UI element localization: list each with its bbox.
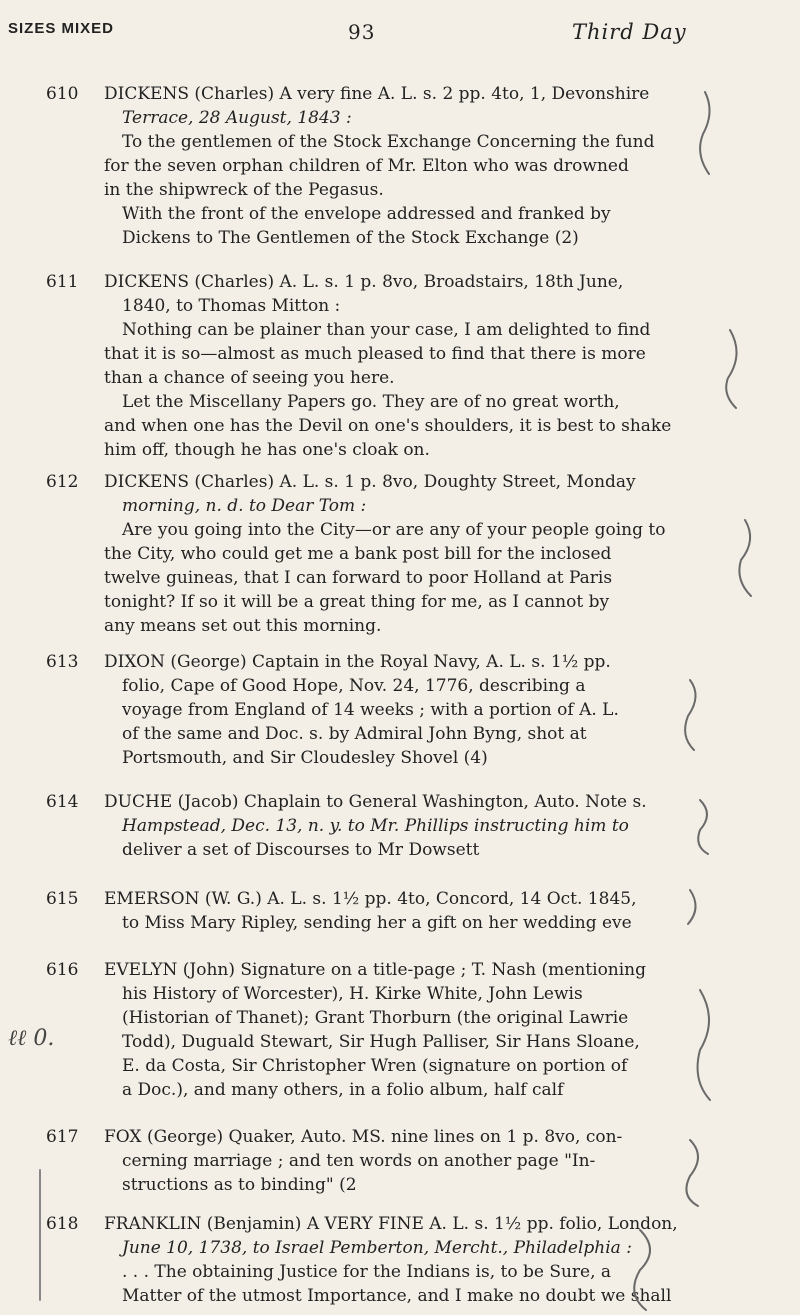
lot-line: to Miss Mary Ripley, sending her a gift on her wedding eve <box>122 913 632 933</box>
lot-line: Hampstead, Dec. 13, n. y. to Mr. Phillips instructing him to <box>122 816 629 836</box>
lot-line: Are you going into the City—or are any of your people going to <box>122 520 666 540</box>
lot-line: DUCHE (Jacob) Chaplain to General Washington, Auto. Note s. <box>104 792 647 812</box>
pencil-annotation: ℓℓ 0. <box>8 1026 55 1051</box>
lot-line: (Historian of Thanet); Grant Thorburn (the original Lawrie <box>122 1008 629 1028</box>
lot-line: twelve guineas, that I can forward to poor Holland at Paris <box>104 568 613 588</box>
lot-line: folio, Cape of Good Hope, Nov. 24, 1776, describing a <box>122 676 586 696</box>
lot-line: Terrace, 28 August, 1843 : <box>122 108 352 128</box>
lot-line: Let the Miscellany Papers go. They are of no great worth, <box>122 392 620 412</box>
lot-number: 615 <box>46 889 79 909</box>
lot-line: E. da Costa, Sir Christopher Wren (signature on portion of <box>122 1056 628 1076</box>
lot-line: of the same and Doc. s. by Admiral John Byng, shot at <box>122 724 587 744</box>
page-number: 93 <box>348 20 376 44</box>
lot-line: 1840, to Thomas Mitton : <box>122 296 341 316</box>
lot-line: Matter of the utmost Importance, and I make no doubt we shall <box>122 1286 672 1306</box>
lot-line: any means set out this morning. <box>104 616 382 636</box>
lot-line: than a chance of seeing you here. <box>104 368 395 388</box>
lot-line: EMERSON (W. G.) A. L. s. 1½ pp. 4to, Concord, 14 Oct. 1845, <box>104 889 637 909</box>
lot-line: FOX (George) Quaker, Auto. MS. nine lines on 1 p. 8vo, con- <box>104 1127 623 1147</box>
lot-line: Nothing can be plainer than your case, I am delighted to find <box>122 320 651 340</box>
lot-line: Portsmouth, and Sir Cloudesley Shovel (4) <box>122 748 488 768</box>
lot-number: 613 <box>46 652 79 672</box>
lot-line: and when one has the Devil on one's shoulders, it is best to shake <box>104 416 672 436</box>
lot-line: Dickens to The Gentlemen of the Stock Exchange (2) <box>122 228 579 248</box>
lot-line: voyage from England of 14 weeks ; with a portion of A. L. <box>122 700 619 720</box>
lot-line: deliver a set of Discourses to Mr Dowsett <box>122 840 480 860</box>
lot-number: 611 <box>46 272 79 292</box>
lot-line: that it is so—almost as much pleased to find that there is more <box>104 344 646 364</box>
page-header <box>0 20 800 50</box>
lot-number: 614 <box>46 792 79 812</box>
lot-line: DICKENS (Charles) A. L. s. 1 p. 8vo, Broadstairs, 18th June, <box>104 272 624 292</box>
lot-line: EVELYN (John) Signature on a title-page ; T. Nash (mentioning <box>104 960 647 980</box>
lot-line: DICKENS (Charles) A very fine A. L. s. 2 pp. 4to, 1, Devonshire <box>104 84 650 104</box>
lot-line: FRANKLIN (Benjamin) A VERY FINE A. L. s. 1½ pp. folio, London, <box>104 1214 678 1234</box>
lot-line: DICKENS (Charles) A. L. s. 1 p. 8vo, Doughty Street, Monday <box>104 472 636 492</box>
day-title: Third Day <box>572 20 687 44</box>
lot-line: for the seven orphan children of Mr. Elton who was drowned <box>104 156 629 176</box>
lot-line: June 10, 1738, to Israel Pemberton, Mercht., Philadelphia : <box>122 1238 632 1258</box>
section-title: SIZES MIXED <box>8 20 115 37</box>
lot-line: the City, who could get me a bank post bill for the inclosed <box>104 544 612 564</box>
lot-line: tonight? If so it will be a great thing for me, as I cannot by <box>104 592 610 612</box>
lot-line: Todd), Duguald Stewart, Sir Hugh Palliser, Sir Hans Sloane, <box>122 1032 640 1052</box>
lot-line: DIXON (George) Captain in the Royal Navy, A. L. s. 1½ pp. <box>104 652 611 672</box>
lot-line: his History of Worcester), H. Kirke White, John Lewis <box>122 984 583 1004</box>
lot-line: him off, though he has one's cloak on. <box>104 440 430 460</box>
lot-line: structions as to binding" (2 <box>122 1175 357 1195</box>
lot-number: 617 <box>46 1127 79 1147</box>
lot-number: 610 <box>46 84 79 104</box>
lot-line: morning, n. d. to Dear Tom : <box>122 496 367 516</box>
lot-number: 616 <box>46 960 79 980</box>
lot-line: . . . The obtaining Justice for the Indians is, to be Sure, a <box>122 1262 612 1282</box>
lot-line: a Doc.), and many others, in a folio album, half calf <box>122 1080 564 1100</box>
lot-number: 618 <box>46 1214 79 1234</box>
lot-line: cerning marriage ; and ten words on another page "In- <box>122 1151 596 1171</box>
lot-line: To the gentlemen of the Stock Exchange Concerning the fund <box>122 132 655 152</box>
lot-line: in the shipwreck of the Pegasus. <box>104 180 384 200</box>
lot-number: 612 <box>46 472 79 492</box>
lot-line: With the front of the envelope addressed and franked by <box>122 204 611 224</box>
